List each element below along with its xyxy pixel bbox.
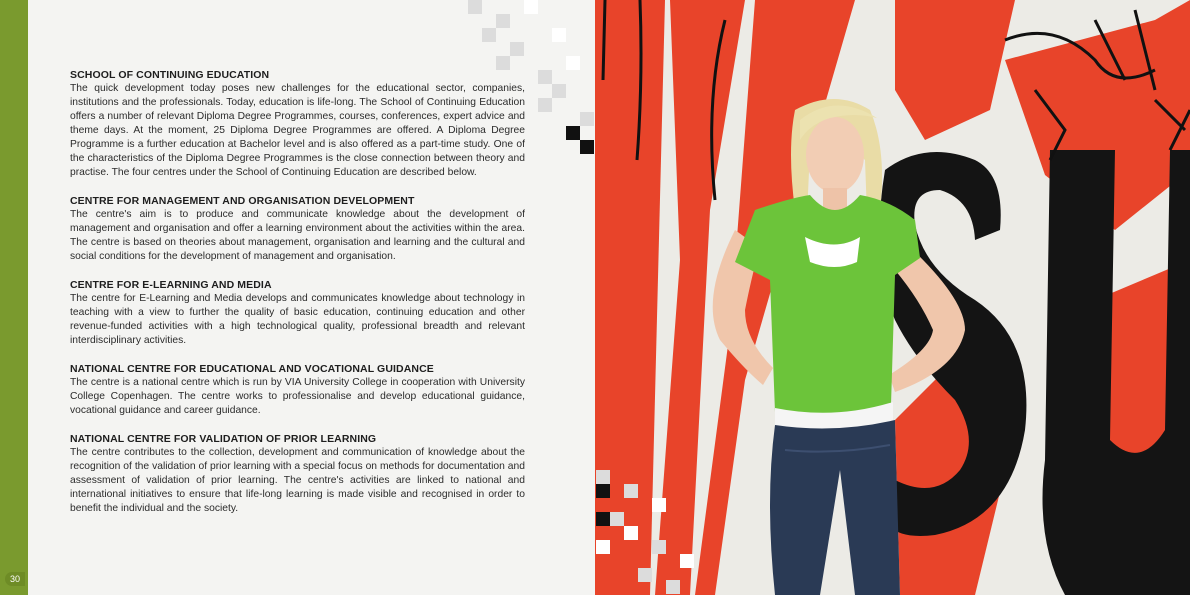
section-heading: SCHOOL OF CONTINUING EDUCATION [70, 69, 270, 81]
section-heading: CENTRE FOR MANAGEMENT AND ORGANISATION DEVELOPMENT [70, 195, 415, 207]
section-body: The quick development today poses new challenges for the educational sector, companies, institutions and the professionals. Today, education is life-long. The School of Continuing Education offers a number of relevant Diploma Degree Programmes, courses, conferences, expert advice and theme days. At the moment, 25 Diploma Degree Programmes are offered. A Diploma Degree Programme is a further education at Bachelor level and is also offered as a part-time study. One of the characteristics of the Diploma Degree Programmes is the close connection between theory and practise. The four centres under the School of Continuing Education are described below. [70, 83, 525, 178]
section-validation-prior-learning [70, 432, 525, 516]
section-heading: NATIONAL CENTRE FOR VALIDATION OF PRIOR LEARNING [70, 433, 377, 445]
section-body: The centre is a national centre which is run by VIA University College in cooperation with University College Copenhagen. The centre works to professionalise and develop educational guidance, vocational guidance and career guidance. [70, 377, 525, 416]
student-graffiti-photo [595, 0, 1190, 595]
section-body: The centre's aim is to produce and communicate knowledge about the development of management and organisation and offer a learning environment about the activities within the area. The centre is based on theories about management, organisation and learning and the cultural and social conditions for the development of management and organisation. [70, 209, 525, 262]
section-school-of-continuing-education [70, 68, 525, 180]
article-text-column [70, 68, 525, 530]
page-number: 30 [5, 572, 25, 586]
section-e-learning-media [70, 278, 525, 348]
section-heading: NATIONAL CENTRE FOR EDUCATIONAL AND VOCATIONAL GUIDANCE [70, 363, 434, 375]
left-accent-bar [0, 0, 28, 595]
photo-illustration [595, 0, 1190, 595]
section-body: The centre contributes to the collection, development and communication of knowledge about the recognition of the validation of prior learning with a special focus on methods for documentation and assessment of validation of prior learning. The centre's activities are linked to national and international initiatives to ensure that life-long learning is made visible and recognised in order to benefit the individual and the society. [70, 447, 525, 514]
section-educational-vocational-guidance [70, 362, 525, 418]
section-heading: CENTRE FOR E-LEARNING AND MEDIA [70, 279, 272, 291]
section-management-organisation [70, 194, 525, 264]
section-body: The centre for E-Learning and Media develops and communicates knowledge about technology in teaching with a view to further the quality of basic education, continuing education and other revenue-funded activities with a high technological quality, professional breadth and relevant interdisciplinary activities. [70, 293, 525, 346]
